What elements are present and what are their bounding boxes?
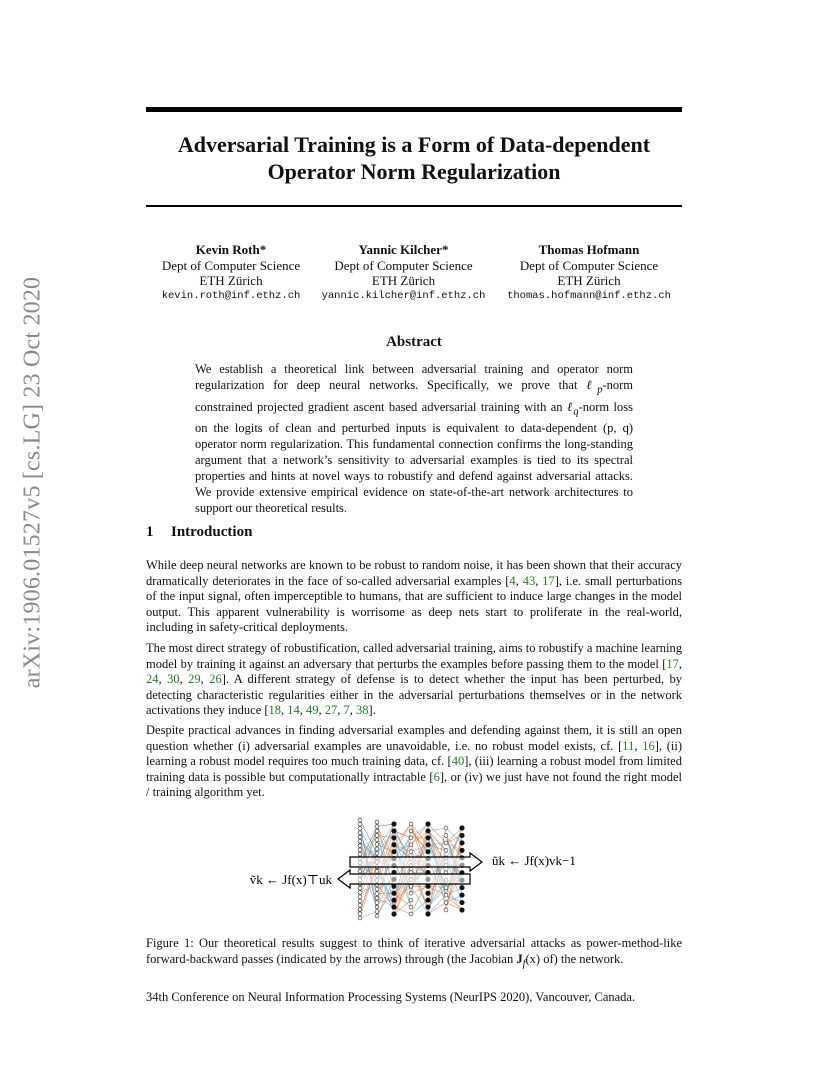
network-node [375,851,379,855]
network-node [392,891,397,896]
citation-link[interactable]: 6 [433,769,440,784]
network-edge [428,828,446,831]
network-node [392,836,397,841]
author-name: Kevin Roth* [195,242,267,257]
title-rule-bottom [146,205,682,207]
network-node [358,831,362,835]
network-node [409,843,413,847]
citation-link[interactable]: 43 [522,573,536,588]
network-node [409,850,413,854]
abstract-text: We establish a theoretical link between adversarial training and operator norm regularization for deep neural networks. Specifically, we prove that ℓ$_p$-norm constrained projected gradient ascent based adversarial training with an ℓ$_q$-norm loss on the logits of clean and perturbed inputs is equivalent to data-dependent (p, q) operator norm regularization. This fundamental connection confirms the long-standing argument that a network’s sensitivity to adversarial examples is tied to its spectral properties and hints at novel ways to robustify and defend against adversarial attacks. We provide extensive empirical evidence on state-of-the-art network architectures to support our theoretical results. [195,362,633,515]
network-node [409,898,413,902]
network-node [409,836,413,840]
network-svg [220,812,620,924]
citation-link[interactable]: 26 [209,672,222,686]
network-node [358,822,362,826]
network-node [358,818,362,822]
network-node [392,912,397,917]
network-node [392,829,397,834]
network-node [460,908,465,913]
forward-update-label: ũk ← Jf(x)vk−1 [492,853,576,868]
network-node [375,847,379,851]
network-node [358,869,362,873]
title-rule-top [146,107,682,112]
network-node [409,912,413,916]
figure-network-diagram [220,812,620,924]
citation-link[interactable]: 16 [642,738,655,753]
network-node [444,908,448,912]
network-node [444,886,448,890]
author-affiliation: ETH Zürich [371,273,436,288]
citation-link[interactable]: 49 [306,703,319,717]
author-dept: Dept of Computer Science [161,257,301,273]
network-node [444,893,448,897]
network-node [392,905,397,910]
network-node [375,896,379,900]
intro-paragraph-2: The most direct strategy of robustification, called adversarial training, aims to robustify a machine learning model by training it against an adversary that perturbs the examples before passing them to the model [17, 24, 30, 29, 26]. A different strategy of defense is to detect whether the input has been perturbed, by detecting characteristic regularities either in the adversarial perturbations themselves or in the network activations they induce [18, 14, 49, 27, 7, 38]. [146,641,683,717]
network-node [426,891,431,896]
network-node [426,836,431,841]
network-node [409,905,413,909]
title-line-2: Operator Norm Regularization [267,159,561,184]
network-node [444,834,448,838]
network-node [426,829,431,834]
network-edge [360,912,377,918]
network-node [358,895,362,899]
intro-paragraph-3: Despite practical advances in finding adversarial examples and defending against them, it is still an open question whether (i) adversarial examples are unavoidable, i.e. no robust model exists, cf. [11, 16], (ii) learning a robust model requires too much training data, cf. [40], (iii) learning a robust model from limited training data is possible but computationally intractable [6], or (iv) we just have not found the right model / training algorithm yet. [146,723,682,799]
author-dept: Dept of Computer Science [519,257,659,273]
network-node [375,834,379,838]
author-email[interactable]: thomas.hofmann@inf.ethz.ch [507,289,671,302]
citation-link[interactable]: 11 [622,738,635,753]
network-node [409,829,413,833]
network-node [444,826,448,830]
network-node [392,849,397,854]
network-node [358,899,362,903]
author-thomas-hofmann [496,242,682,304]
network-node [392,822,397,827]
network-node [444,841,448,845]
arxiv-id-stamp: arXiv:1906.01527v5 [cs.LG] 23 Oct 2020 [19,276,46,688]
citation-link[interactable]: 4 [509,573,516,588]
network-node [444,848,448,852]
author-yannic-kilcher [316,242,491,304]
network-node [409,822,413,826]
title-line-1: Adversarial Training is a Form of Data-dependent [177,132,651,157]
network-node [375,838,379,842]
network-node [358,912,362,916]
network-node [358,827,362,831]
network-node [375,892,379,896]
citation-link[interactable]: 18 [268,703,282,717]
network-node [392,842,397,847]
network-node [409,891,413,895]
network-edge [411,886,428,893]
network-node [460,848,465,853]
network-edge [394,907,411,914]
network-node [426,912,431,917]
network-node [375,825,379,829]
network-node [358,908,362,912]
network-node [460,841,465,846]
conference-footnote: 34th Conference on Neural Information Processing Systems (NeurIPS 2020), Vancouver, Canada. [146,990,636,1004]
figure-caption: Figure 1: Our theoretical results suggest to think of iterative adversarial attacks as power-method-like forward-backward passes (indicated by the arrows) through (the Jacobian $J_f(x)$ of) the network. [146,936,682,970]
network-node [358,844,362,848]
network-node [392,884,397,889]
network-node [460,885,465,890]
citation-link[interactable]: 27 [324,703,338,717]
intro-paragraph-1: While deep neural networks are known to be robust to random noise, it has been shown that their accuracy dramatically deteriorates in the face of so-called adversarial examples [4, 43, 17], i.e. small perturbations of the input signal, often imperceptible to humans, that are sufficient to induce large changes in the model output. This apparent vulnerability is worrisome as deep nets start to proliferate in the real-world, including in safety-critical deployments. [146,558,683,634]
citation-link[interactable]: 7 [343,703,350,717]
network-node [358,891,362,895]
citation-link[interactable]: 24 [146,672,159,686]
network-node [460,826,465,831]
network-node [358,839,362,843]
author-affiliation: ETH Zürich [199,273,263,288]
network-edge [377,898,394,907]
network-node [426,849,431,854]
network-node [358,852,362,856]
network-node [392,898,397,903]
network-node [426,898,431,903]
author-name: Yannic Kilcher* [358,242,449,257]
network-node [375,820,379,824]
network-edge [360,867,377,910]
network-node [375,869,379,873]
network-node [375,842,379,846]
network-node [375,887,379,891]
citation-link[interactable]: 17 [666,656,679,671]
network-node [375,905,379,909]
author-email[interactable]: kevin.roth@inf.ethz.ch [161,289,301,302]
section-heading [146,524,252,541]
network-node [358,903,362,907]
network-node [460,900,465,905]
backward-update-label: ṽk ← Jf(x)⊤uk [249,872,332,887]
citation-link[interactable]: 17 [542,573,555,588]
paper-title [146,131,682,185]
network-node [375,910,379,914]
citation-link[interactable]: 30 [167,672,180,686]
author-dept: Dept of Computer Science [334,257,473,273]
network-node [358,886,362,890]
network-node [358,916,362,920]
network-node [375,914,379,918]
network-node [444,901,448,905]
network-node [460,893,465,898]
citation-link[interactable]: 40 [451,754,465,768]
citation-link[interactable]: 38 [356,703,369,717]
network-node [460,833,465,838]
author-affiliation: ETH Zürich [557,273,621,288]
network-node [426,822,431,827]
network-node [358,835,362,839]
abstract-heading: Abstract [386,334,442,350]
network-node [375,829,379,833]
citation-link[interactable]: 14 [287,703,300,717]
network-node [426,842,431,847]
network-node [426,884,431,889]
section-title: Introduction [171,524,253,540]
network-node [375,901,379,905]
citation-link[interactable]: 29 [188,672,201,686]
author-block [146,242,682,308]
network-node [358,848,362,852]
network-node [426,905,431,910]
arxiv-sidebar [18,276,48,688]
section-number: 1 [146,524,154,540]
network-node [409,884,413,888]
author-kevin-roth [146,242,316,304]
author-email[interactable]: yannic.kilcher@inf.ethz.ch [321,289,486,302]
author-name: Thomas Hofmann [538,242,640,257]
